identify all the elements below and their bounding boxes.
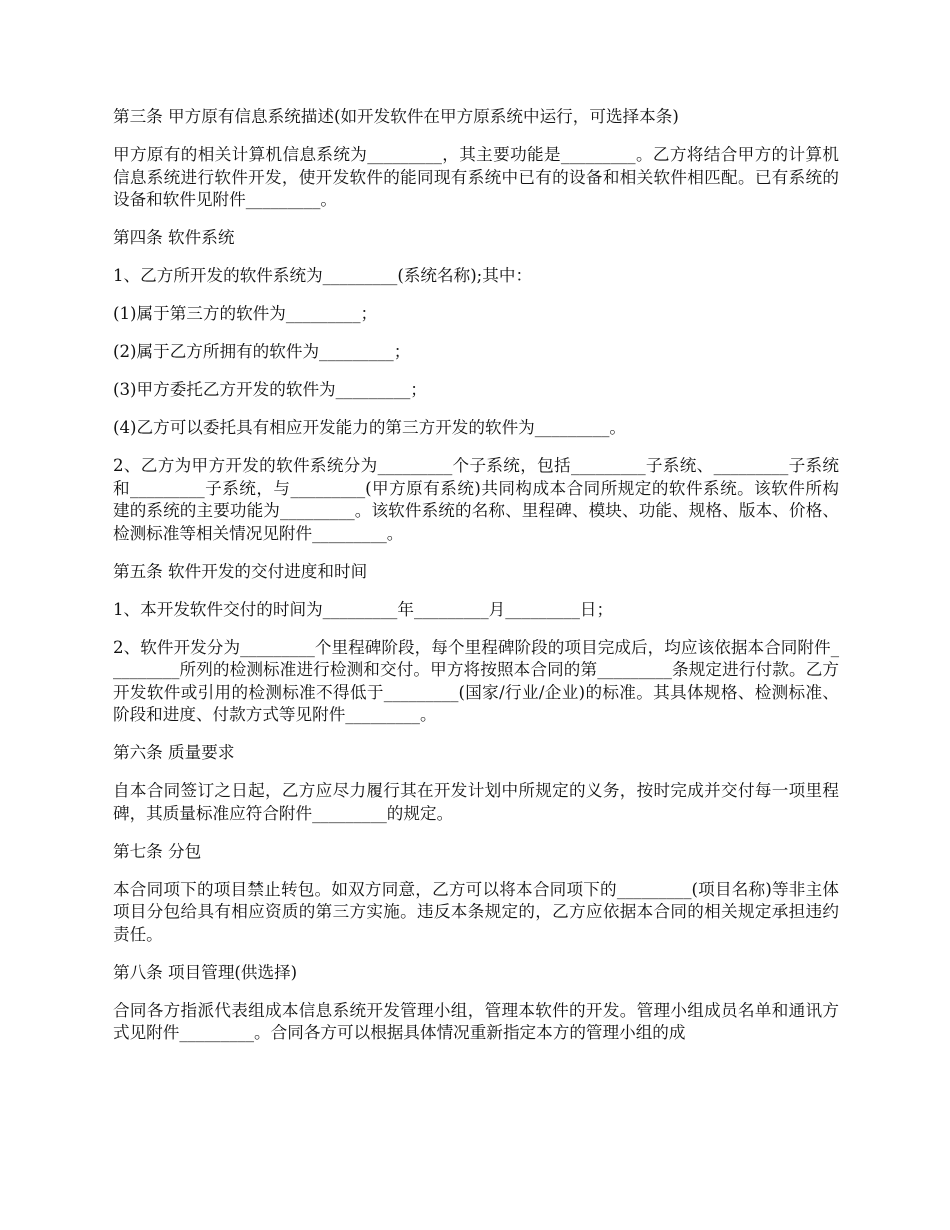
article-7-body: 本合同项下的项目禁止转包。如双方同意，乙方可以将本合同项下的_________(项目名称)等非主体项目分包给具有相应资质的第三方实施。违反本条规定的，乙方应依据本合同的相关规定承担违约责任。 [113, 879, 839, 944]
article-6-heading: 第六条 质量要求 [113, 743, 235, 762]
article-8-body: 合同各方指派代表组成本信息系统开发管理小组，管理本软件的开发。管理小组成员名单和通讯方式见附件_________。合同各方可以根据具体情况重新指定本方的管理小组的成 [113, 1000, 839, 1042]
article-4-subitem-1: (1)属于第三方的软件为_________； [113, 304, 378, 323]
article-5-item-1: 1、本开发软件交付的时间为_________年_________月_________日； [113, 599, 614, 619]
article-6-body: 自本合同签订之日起，乙方应尽力履行其在开发计划中所规定的义务，按时完成并交付每一项里程碑，其质量标准应符合附件_________的规定。 [113, 781, 839, 823]
document-page [113, 106, 839, 1060]
article-8-heading: 第八条 项目管理(供选择) [113, 962, 298, 982]
article-4-subitem-2: (2)属于乙方所拥有的软件为_________； [113, 342, 411, 361]
article-4-item-1: 1、乙方所开发的软件系统为_________(系统名称);其中： [113, 266, 533, 285]
article-5-heading: 第五条 软件开发的交付进度和时间 [113, 561, 368, 581]
article-4-heading: 第四条 软件系统 [113, 228, 235, 247]
article-4-subitem-4: (4)乙方可以委托具有相应开发能力的第三方开发的软件为_________。 [113, 418, 627, 437]
article-3-heading: 第三条 甲方原有信息系统描述(如开发软件在甲方原系统中运行，可选择本条) [113, 107, 679, 126]
article-3-body: 甲方原有的相关计算机信息系统为_________，其主要功能是_________。乙方将结合甲方的计算机信息系统进行软件开发，使开发软件的能同现有系统中已有的设备和相关软件相匹配。已有系统的设备和软件见附件_________。 [113, 145, 839, 209]
article-5-item-2: 2、软件开发分为_________个里程碑阶段，每个里程碑阶段的项目完成后，均应该依据本合同附件_________所列的检测标准进行检测和交付。甲方将按照本合同的第_________条规定进行付款。乙方开发软件或引用的检测标准不得低于_________(国家/行业/企业)的标准。其具体规格、检测标准、阶段和进度、付款方式等见附件_________。 [113, 637, 839, 724]
article-7-heading: 第七条 分包 [113, 841, 202, 861]
article-4-item-2: 2、乙方为甲方开发的软件系统分为_________个子系统，包括_________子系统、_________子系统和_________子系统，与_________(甲方原有系统)共同构成本合同所规定的软件系统。该软件所构建的系统的主要功能为_________。该软件系统的名称、里程碑、模块、功能、规格、版本、价格、检测标准等相关情况见附件_________。 [113, 456, 839, 543]
article-4-subitem-3: (3)甲方委托乙方开发的软件为_________； [113, 380, 427, 399]
